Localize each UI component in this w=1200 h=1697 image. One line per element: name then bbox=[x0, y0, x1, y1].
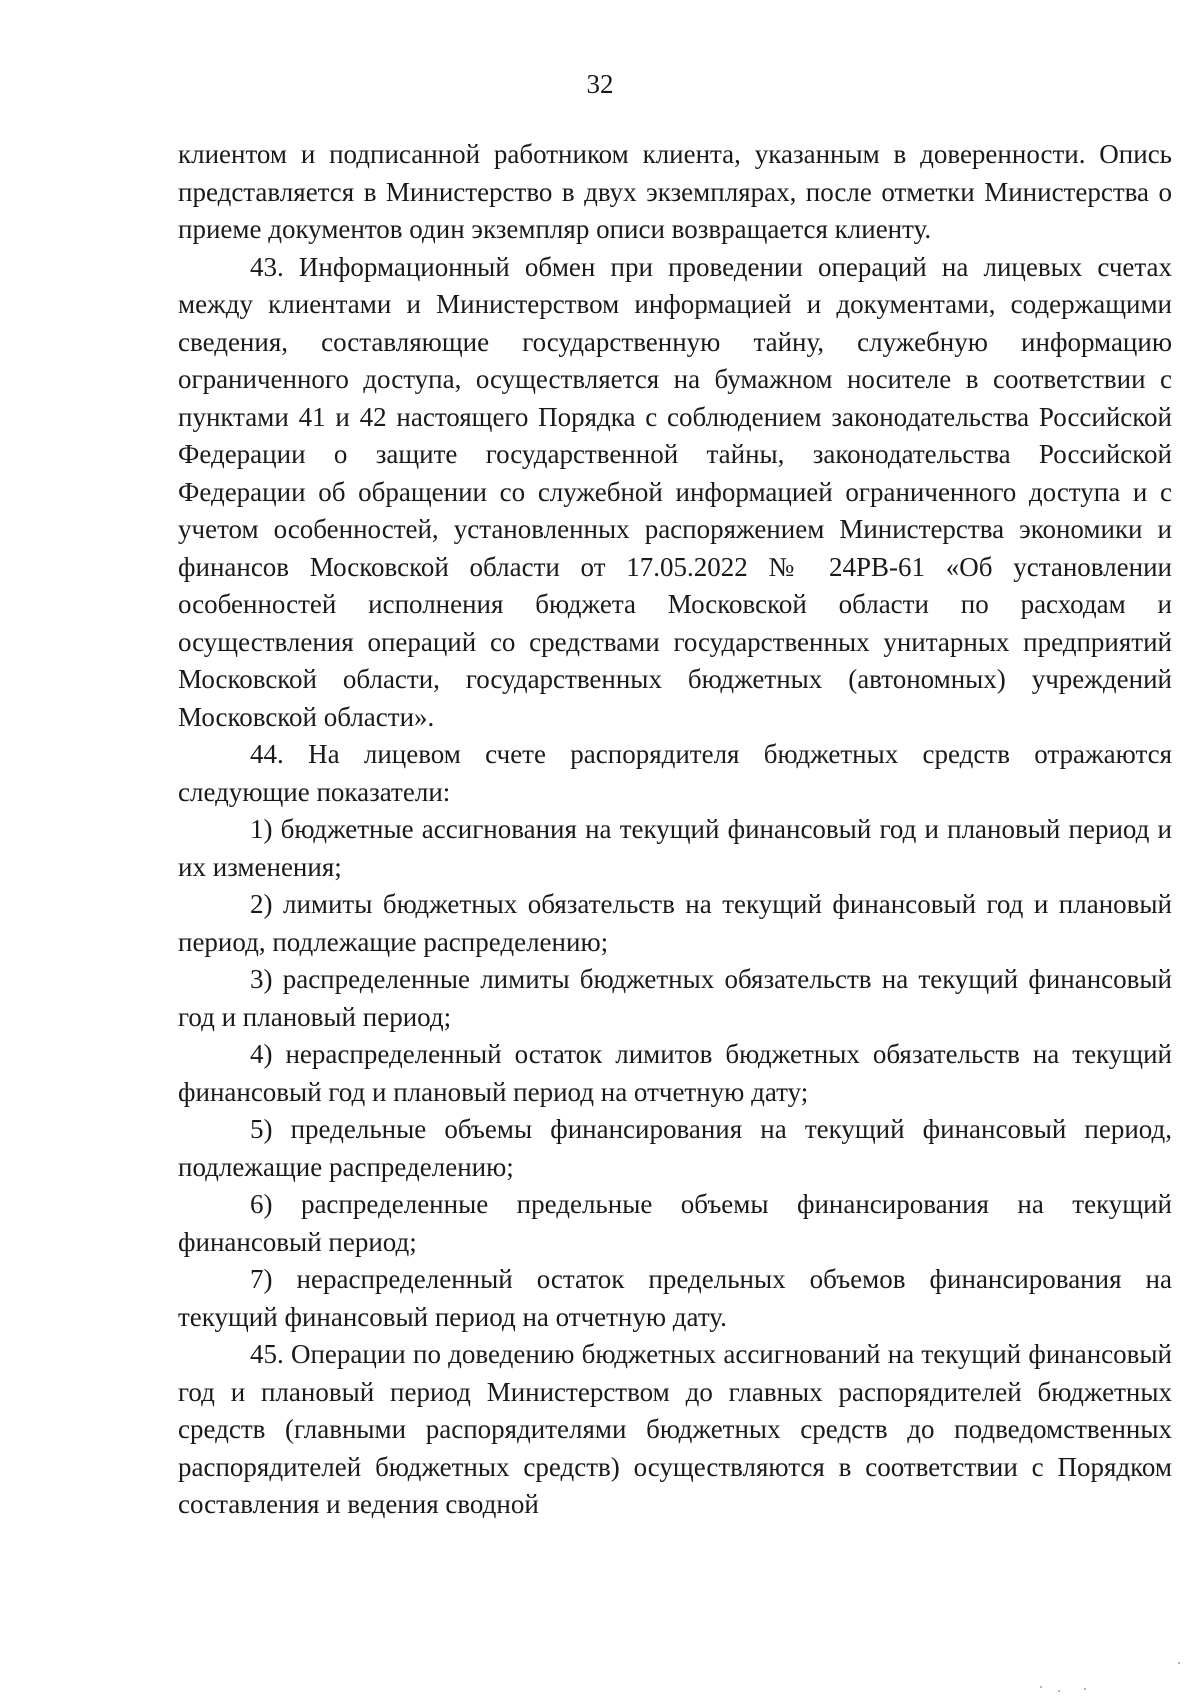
scan-artifact bbox=[1040, 1686, 1042, 1688]
list-item-44-2: 2) лимиты бюджетных обязательств на текущий финансовый год и плановый период, подлежащие распределению; bbox=[178, 889, 1172, 957]
list-item-44-6: 6) распределенные предельные объемы финансирования на текущий финансовый период; bbox=[178, 1189, 1172, 1257]
list-item-44-5: 5) предельные объемы финансирования на текущий финансовый период, подлежащие распределению; bbox=[178, 1114, 1172, 1182]
list-item-44-1: 1) бюджетные ассигнования на текущий финансовый год и плановый период и их изменения; bbox=[178, 814, 1172, 882]
scan-artifact bbox=[1178, 1662, 1180, 1664]
list-item-44-4: 4) нераспределенный остаток лимитов бюджетных обязательств на текущий финансовый год и плановый период на отчетную дату; bbox=[178, 1039, 1172, 1107]
document-body bbox=[178, 136, 1172, 1524]
paragraph-43: 43. Информационный обмен при проведении операций на лицевых счетах между клиентами и Министерством информацией и документами, содержащими сведения, составляющие государственную тайну, служебную информацию ограниченного доступа, осуществляется на бумажном носителе в соответствии с пунктами 41 и 42 настоящего Порядка с соблюдением законодательства Российской Федерации о защите государственной тайны, законодательства Российской Федерации об обращении со служебной информацией ограниченного доступа и с учетом особенностей, установленных распоряжением Министерства экономики и финансов Московской области от 17.05.2022 № 24РВ-61 «Об установлении особенностей исполнения бюджета Московской области по расходам и осуществления операций со средствами государственных унитарных предприятий Московской области, государственных бюджетных (автономных) учреждений Московской области». bbox=[178, 251, 1172, 732]
paragraph-45: 45. Операции по доведению бюджетных ассигнований на текущий финансовый год и плановый период Министерством до главных распорядителей бюджетных средств (главными распорядителями бюджетных средств до подведомственных распорядителей бюджетных средств) осуществляются в соответствии с Порядком составления и ведения сводной bbox=[178, 1339, 1172, 1519]
list-item-44-7: 7) нераспределенный остаток предельных объемов финансирования на текущий финансовый период на отчетную дату. bbox=[178, 1264, 1172, 1332]
scan-artifact bbox=[1058, 1690, 1060, 1692]
paragraph-continuation: клиентом и подписанной работником клиента, указанным в доверенности. Опись представляется в Министерство в двух экземплярах, после отметки Министерства о приеме документов один экземпляр описи возвращается клиенту. bbox=[178, 139, 1172, 244]
scan-artifact bbox=[1084, 1688, 1086, 1690]
page-number: 32 bbox=[586, 69, 614, 99]
list-item-44-3: 3) распределенные лимиты бюджетных обязательств на текущий финансовый год и плановый период; bbox=[178, 964, 1172, 1032]
paragraph-44: 44. На лицевом счете распорядителя бюджетных средств отражаются следующие показатели: bbox=[178, 739, 1172, 807]
